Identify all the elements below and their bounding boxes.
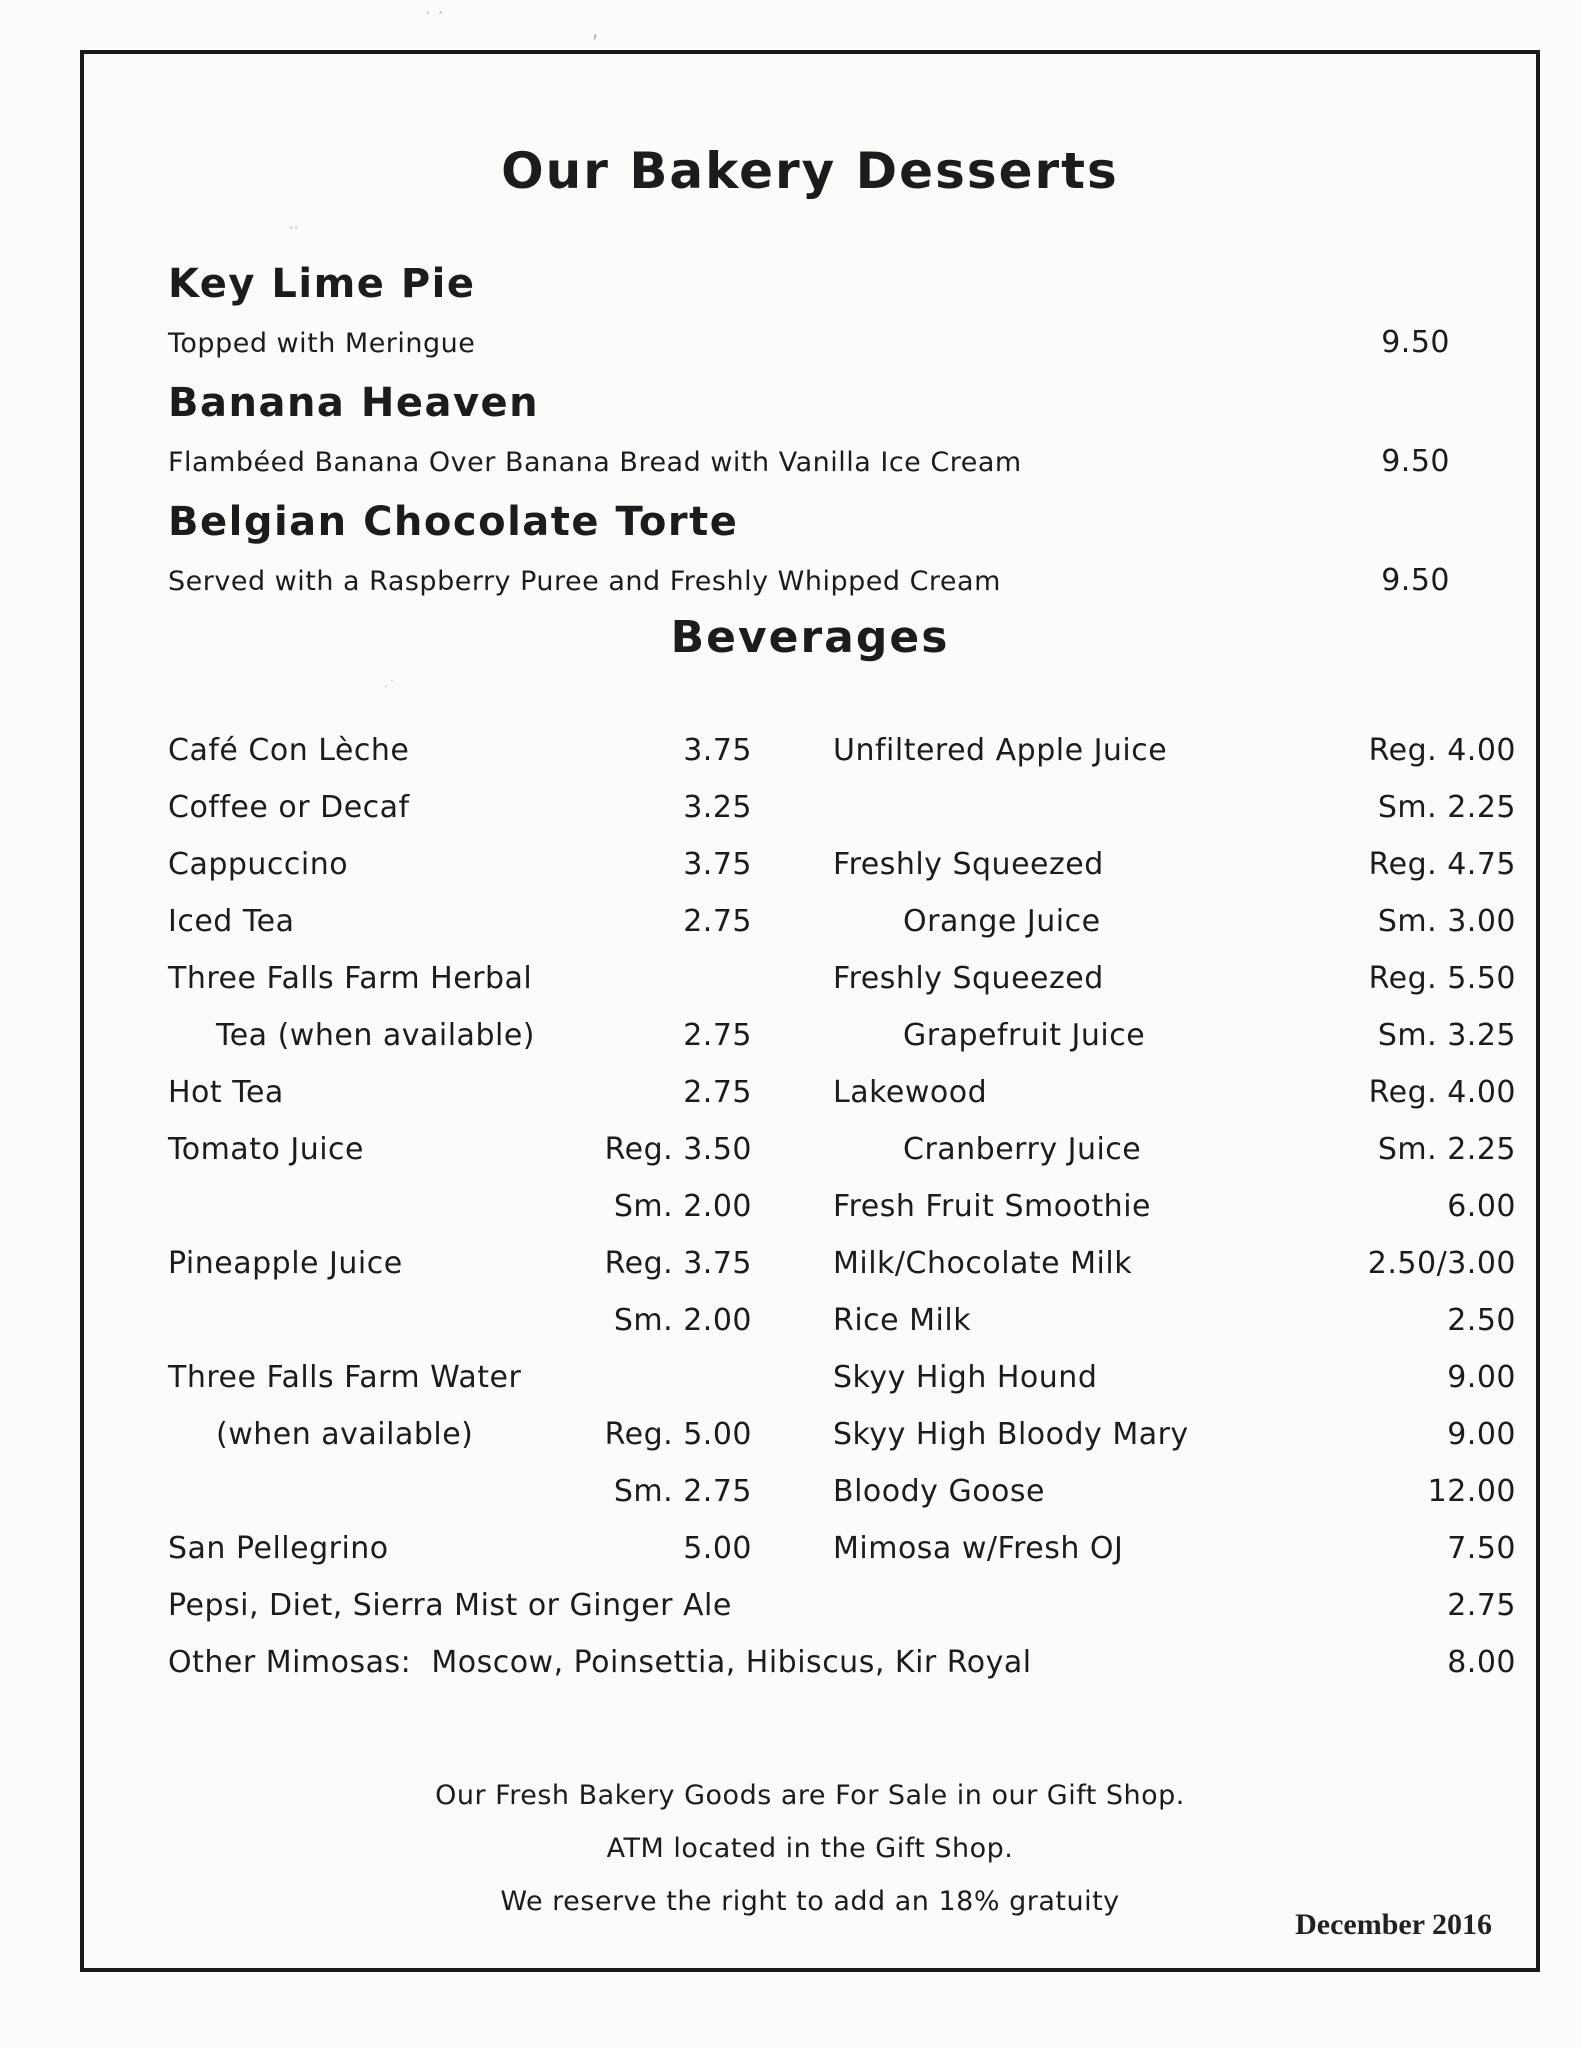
footer-note: ATM located in the Gift Shop. <box>606 1833 1014 1864</box>
beverage-price: 3.25 <box>683 790 752 825</box>
beverage-price: Sm. 2.00 <box>613 1303 752 1338</box>
date-stamp: December 2016 <box>1295 1908 1492 1941</box>
beverage-price: Reg. 4.00 <box>1368 733 1516 768</box>
beverage-price: Reg. 4.00 <box>1368 1075 1516 1110</box>
beverage-price: 2.75 <box>683 1018 752 1053</box>
beverage-name: Cranberry Juice <box>903 1132 1142 1167</box>
beverage-name: (when available) <box>216 1417 474 1452</box>
beverage-name: Lakewood <box>833 1075 988 1110</box>
beverage-price: 3.75 <box>683 733 752 768</box>
beverage-name: Tomato Juice <box>168 1132 364 1167</box>
beverage-price: Sm. 2.00 <box>613 1189 752 1224</box>
beverage-row <box>168 779 1516 836</box>
beverage-name: Three Falls Farm Water <box>168 1360 522 1395</box>
dessert-price: 9.50 <box>1381 563 1450 598</box>
beverage-row <box>168 950 1516 1007</box>
dessert-description: Flambéed Banana Over Banana Bread with Vanilla Ice Cream <box>168 447 1022 478</box>
beverage-name: Hot Tea <box>168 1075 284 1110</box>
beverage-name: Freshly Squeezed <box>833 847 1104 882</box>
menu-page <box>80 50 1540 1972</box>
beverage-price: Reg. 5.50 <box>1368 961 1516 996</box>
beverage-price: Sm. 2.25 <box>1377 1132 1516 1167</box>
beverage-name: Coffee or Decaf <box>168 790 410 825</box>
beverage-price: 9.00 <box>1447 1360 1516 1395</box>
beverage-name: Mimosa w/Fresh OJ <box>833 1531 1124 1566</box>
beverage-row <box>168 893 1516 950</box>
beverage-price: 9.00 <box>1447 1417 1516 1452</box>
dessert-description: Served with a Raspberry Puree and Freshly Whipped Cream <box>168 566 1001 597</box>
beverage-price: Reg. 3.50 <box>604 1132 752 1167</box>
beverage-price: Reg. 4.75 <box>1368 847 1516 882</box>
scan-speck <box>425 6 443 26</box>
dessert-item <box>84 253 1536 372</box>
dessert-name: Banana Heaven <box>168 380 540 426</box>
beverage-row <box>168 1520 1516 1577</box>
footer-note: Our Fresh Bakery Goods are For Sale in our Gift Shop. <box>435 1780 1185 1811</box>
beverage-row <box>168 1121 1516 1178</box>
beverage-price: 5.00 <box>683 1531 752 1566</box>
footer-note: We reserve the right to add an 18% gratuity <box>500 1886 1120 1917</box>
beverage-name: Tea (when available) <box>216 1018 535 1053</box>
beverage-price: 12.00 <box>1427 1474 1516 1509</box>
beverages-heading: Beverages <box>670 612 950 663</box>
beverage-name: Three Falls Farm Herbal <box>168 961 533 996</box>
beverage-name: Pineapple Juice <box>168 1246 403 1281</box>
dessert-price: 9.50 <box>1381 325 1450 360</box>
beverage-name: San Pellegrino <box>168 1531 389 1566</box>
beverage-row <box>168 1178 1516 1235</box>
beverage-row <box>168 1235 1516 1292</box>
dessert-item <box>84 491 1536 610</box>
beverage-name: Skyy High Bloody Mary <box>833 1417 1189 1452</box>
beverage-row <box>168 1349 1516 1406</box>
beverage-price: 2.75 <box>1447 1588 1516 1623</box>
beverage-price: 2.50 <box>1447 1303 1516 1338</box>
beverage-price: Reg. 3.75 <box>604 1246 752 1281</box>
beverage-name: Bloody Goose <box>833 1474 1046 1509</box>
scan-speck <box>384 674 395 694</box>
beverage-name: Freshly Squeezed <box>833 961 1104 996</box>
beverage-price: Sm. 3.00 <box>1377 904 1516 939</box>
beverage-price: 6.00 <box>1447 1189 1516 1224</box>
beverage-name: Milk/Chocolate Milk <box>833 1246 1133 1281</box>
beverage-name: Orange Juice <box>903 904 1101 939</box>
scan-speck <box>289 216 299 236</box>
dessert-name: Belgian Chocolate Torte <box>168 499 739 545</box>
beverage-price: 2.75 <box>683 904 752 939</box>
beverage-price: Sm. 2.25 <box>1377 790 1516 825</box>
footer-notes <box>84 1769 1536 1928</box>
beverage-price: 8.00 <box>1447 1645 1516 1680</box>
beverage-price: Reg. 5.00 <box>604 1417 752 1452</box>
beverage-row-full <box>168 1634 1516 1691</box>
beverage-name: Cappuccino <box>168 847 349 882</box>
beverages-section <box>84 722 1536 1691</box>
dessert-item <box>84 372 1536 491</box>
beverage-name: Fresh Fruit Smoothie <box>833 1189 1151 1224</box>
beverage-name: Iced Tea <box>168 904 295 939</box>
beverage-price: 2.50/3.00 <box>1367 1246 1516 1281</box>
beverage-name: Skyy High Hound <box>833 1360 1098 1395</box>
beverage-row <box>168 1007 1516 1064</box>
scan-speck <box>592 20 598 40</box>
beverage-row-full <box>168 1577 1516 1634</box>
beverage-price: 7.50 <box>1447 1531 1516 1566</box>
beverage-row <box>168 1292 1516 1349</box>
dessert-price: 9.50 <box>1381 444 1450 479</box>
beverage-row <box>168 1064 1516 1121</box>
beverage-name: Unfiltered Apple Juice <box>833 733 1168 768</box>
beverage-name: Grapefruit Juice <box>903 1018 1146 1053</box>
beverage-name: Café Con Lèche <box>168 733 410 768</box>
desserts-section <box>84 253 1536 610</box>
beverage-name: Rice Milk <box>833 1303 972 1338</box>
beverage-name: Other Mimosas: Moscow, Poinsettia, Hibiscus, Kir Royal <box>168 1645 1032 1680</box>
beverage-price: Sm. 3.25 <box>1377 1018 1516 1053</box>
dessert-name: Key Lime Pie <box>168 261 476 307</box>
dessert-description: Topped with Meringue <box>168 328 476 359</box>
beverage-name: Pepsi, Diet, Sierra Mist or Ginger Ale <box>168 1588 732 1623</box>
beverage-row <box>168 1463 1516 1520</box>
menu-title: Our Bakery Desserts <box>501 142 1119 200</box>
beverage-price: 3.75 <box>683 847 752 882</box>
beverage-price: Sm. 2.75 <box>613 1474 752 1509</box>
beverage-row <box>168 1406 1516 1463</box>
beverage-row <box>168 836 1516 893</box>
beverage-price: 2.75 <box>683 1075 752 1110</box>
beverage-row <box>168 722 1516 779</box>
